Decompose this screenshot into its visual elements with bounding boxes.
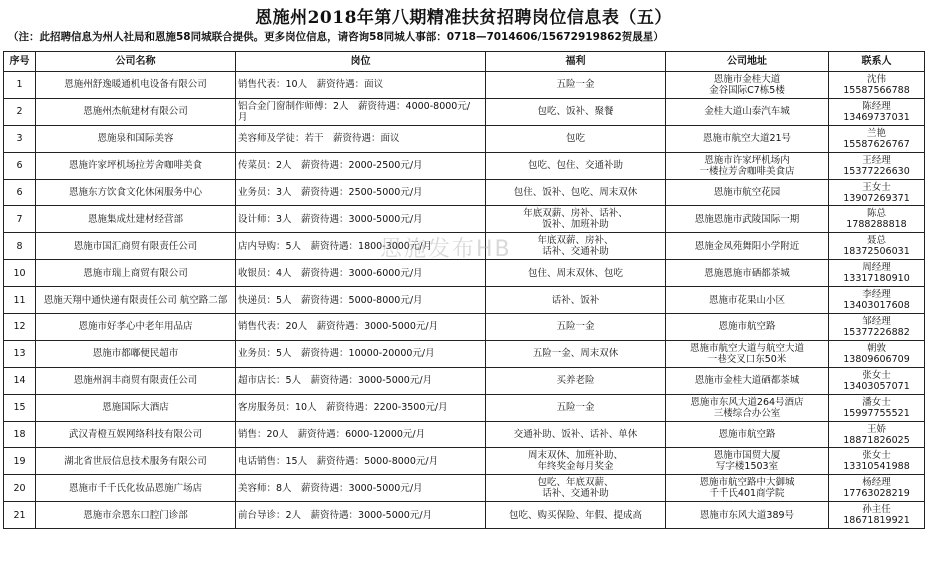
company-address: 恩施市航空大道与航空大道 一巷交叉口东50米 xyxy=(666,340,829,367)
benefits: 交通补助、饭补、话补、单休 xyxy=(486,421,666,448)
company-name: 恩施集成灶建材经营部 xyxy=(36,206,236,233)
company-name: 湖北省世辰信息技术服务有限公司 xyxy=(36,448,236,475)
contact-person: 周经理 13317180910 xyxy=(829,260,925,287)
source-note: （注：此招聘信息为州人社局和恩施58同城联合提供。更多岗位信息，请咨询58同城人事部：0718—7014606/15672919862贺晟星） xyxy=(8,31,664,43)
company-address: 金桂大道山泰汽车城 xyxy=(666,98,829,125)
company-address: 恩施市东风大道389号 xyxy=(666,502,829,529)
benefits: 包吃、年底双薪、 话补、交通补助 xyxy=(486,475,666,502)
table-row xyxy=(4,233,925,260)
row-number: 11 xyxy=(4,287,36,314)
position-info: 收银员：4人 薪资待遇：3000-6000元/月 xyxy=(236,260,486,287)
company-address: 恩施市航空大道21号 xyxy=(666,125,829,152)
benefits: 年底双薪、房补、 话补、交通补助 xyxy=(486,233,666,260)
table-row xyxy=(4,206,925,233)
benefits: 年底双薪、房补、话补、 饭补、加班补助 xyxy=(486,206,666,233)
benefits: 包住、饭补、包吃、周末双休 xyxy=(486,179,666,206)
row-number: 12 xyxy=(4,314,36,341)
benefits: 包住、周末双休、包吃 xyxy=(486,260,666,287)
company-name: 恩施市千千氏化妆品恩施广场店 xyxy=(36,475,236,502)
company-address: 恩施市航空路中大御城 千千氏401商学院 xyxy=(666,475,829,502)
company-address: 恩施市航空路 xyxy=(666,314,829,341)
row-number: 19 xyxy=(4,448,36,475)
position-info: 电话销售：15人 薪资待遇：5000-8000元/月 xyxy=(236,448,486,475)
table-row xyxy=(4,475,925,502)
contact-person: 王娇 18871826025 xyxy=(829,421,925,448)
contact-person: 兰艳 15587626767 xyxy=(829,125,925,152)
table-row xyxy=(4,314,925,341)
company-address: 恩施恩施市硒都茶城 xyxy=(666,260,829,287)
jobs-table xyxy=(3,51,925,529)
contact-person: 王女士 13907269371 xyxy=(829,179,925,206)
contact-person: 李经理 13403017608 xyxy=(829,287,925,314)
company-name: 恩施州杰航建材有限公司 xyxy=(36,98,236,125)
position-info: 销售代表：10人 薪资待遇：面议 xyxy=(236,72,486,99)
row-number: 13 xyxy=(4,340,36,367)
header-company: 公司名称 xyxy=(36,52,236,72)
contact-person: 邹经理 15377226882 xyxy=(829,314,925,341)
company-name: 恩施市佘恩东口腔门诊部 xyxy=(36,502,236,529)
table-row xyxy=(4,448,925,475)
contact-person: 陈总 1788288818 xyxy=(829,206,925,233)
company-address: 恩施市许家坪机场内 一楼拉芳舍咖啡美食店 xyxy=(666,152,829,179)
company-address: 恩施市航空路 xyxy=(666,421,829,448)
company-address: 恩施市东风大道264号酒店 三楼综合办公室 xyxy=(666,394,829,421)
position-info: 客房服务员：10人 薪资待遇：2200-3500元/月 xyxy=(236,394,486,421)
table-row xyxy=(4,125,925,152)
position-info: 美容师：8人 薪资待遇：3000-5000元/月 xyxy=(236,475,486,502)
header-contact: 联系人 xyxy=(829,52,925,72)
benefits: 买养老险 xyxy=(486,367,666,394)
company-name: 恩施州润丰商贸有限责任公司 xyxy=(36,367,236,394)
company-name: 恩施市瑞上商贸有限公司 xyxy=(36,260,236,287)
position-info: 铝合金门窗制作师傅：2人 薪资待遇：4000-8000元/ 月 xyxy=(236,98,486,125)
table-row xyxy=(4,287,925,314)
benefits: 话补、饭补 xyxy=(486,287,666,314)
position-info: 店内导购：5人 薪资待遇：1800-3000元/月 xyxy=(236,233,486,260)
position-info: 业务员：3人 薪资待遇：2500-5000元/月 xyxy=(236,179,486,206)
row-number: 20 xyxy=(4,475,36,502)
contact-person: 朝敦 13809606709 xyxy=(829,340,925,367)
table-row xyxy=(4,340,925,367)
company-name: 恩施市好孝心中老年用品店 xyxy=(36,314,236,341)
table-row xyxy=(4,98,925,125)
contact-person: 张女士 13310541988 xyxy=(829,448,925,475)
company-address: 恩施市花果山小区 xyxy=(666,287,829,314)
header-address: 公司地址 xyxy=(666,52,829,72)
contact-person: 潘女士 15997755521 xyxy=(829,394,925,421)
company-name: 恩施泉和国际美容 xyxy=(36,125,236,152)
company-name: 恩施东方饮食文化休闲服务中心 xyxy=(36,179,236,206)
row-number: 7 xyxy=(4,206,36,233)
row-number: 15 xyxy=(4,394,36,421)
benefits: 五险一金 xyxy=(486,72,666,99)
row-number: 6 xyxy=(4,152,36,179)
company-address: 恩施市国贸大厦 写字楼1503室 xyxy=(666,448,829,475)
position-info: 传菜员：2人 薪资待遇：2000-2500元/月 xyxy=(236,152,486,179)
company-address: 恩施市金桂大道硒都茶城 xyxy=(666,367,829,394)
row-number: 10 xyxy=(4,260,36,287)
position-info: 销售：20人 薪资待遇：6000-12000元/月 xyxy=(236,421,486,448)
row-number: 18 xyxy=(4,421,36,448)
row-number: 21 xyxy=(4,502,36,529)
header-no: 序号 xyxy=(4,52,36,72)
company-name: 恩施许家坪机场拉芳舍咖啡美食 xyxy=(36,152,236,179)
table-row xyxy=(4,394,925,421)
position-info: 业务员：5人 薪资待遇：10000-20000元/月 xyxy=(236,340,486,367)
table-row xyxy=(4,179,925,206)
benefits: 包吃、包住、交通补助 xyxy=(486,152,666,179)
table-row xyxy=(4,260,925,287)
contact-person: 王经理 15377226630 xyxy=(829,152,925,179)
row-number: 8 xyxy=(4,233,36,260)
contact-person: 沈伟 15587566788 xyxy=(829,72,925,99)
company-address: 恩施金凤苑舞阳小学附近 xyxy=(666,233,829,260)
company-name: 恩施州舒逸暖通机电设备有限公司 xyxy=(36,72,236,99)
company-name: 恩施天翔中通快递有限责任公司 航空路二部 xyxy=(36,287,236,314)
table-row xyxy=(4,72,925,99)
company-address: 恩施市航空花园 xyxy=(666,179,829,206)
benefits: 包吃、购买保险、年假、提成高 xyxy=(486,502,666,529)
benefits: 周末双休、加班补助、 年终奖金每月奖金 xyxy=(486,448,666,475)
row-number: 14 xyxy=(4,367,36,394)
watermark-text: 恩施发布HB xyxy=(380,237,512,262)
contact-person: 孙主任 18671819921 xyxy=(829,502,925,529)
table-row xyxy=(4,152,925,179)
header-position: 岗位 xyxy=(236,52,486,72)
company-address: 恩施恩施市武陵国际一期 xyxy=(666,206,829,233)
company-name: 恩施市都嘟便民超市 xyxy=(36,340,236,367)
benefits: 五险一金、周末双休 xyxy=(486,340,666,367)
header-benefits: 福利 xyxy=(486,52,666,72)
contact-person: 聂总 18372506031 xyxy=(829,233,925,260)
position-info: 前台导诊：2人 薪资待遇：3000-5000元/月 xyxy=(236,502,486,529)
benefits: 包吃、饭补、聚餐 xyxy=(486,98,666,125)
position-info: 销售代表：20人 薪资待遇：3000-5000元/月 xyxy=(236,314,486,341)
contact-person: 陈经理 13469737031 xyxy=(829,98,925,125)
position-info: 设计师：3人 薪资待遇：3000-5000元/月 xyxy=(236,206,486,233)
row-number: 2 xyxy=(4,98,36,125)
benefits: 包吃 xyxy=(486,125,666,152)
company-name: 武汉青橙互娱网络科技有限公司 xyxy=(36,421,236,448)
benefits: 五险一金 xyxy=(486,394,666,421)
row-number: 1 xyxy=(4,72,36,99)
position-info: 超市店长：5人 薪资待遇：3000-5000元/月 xyxy=(236,367,486,394)
table-header-row xyxy=(4,52,925,72)
contact-person: 张女士 13403057071 xyxy=(829,367,925,394)
position-info: 美容师及学徒：若干 薪资待遇：面议 xyxy=(236,125,486,152)
company-name: 恩施市国汇商贸有限责任公司 xyxy=(36,233,236,260)
table-row xyxy=(4,502,925,529)
benefits: 五险一金 xyxy=(486,314,666,341)
position-info: 快递员：5人 薪资待遇：5000-8000元/月 xyxy=(236,287,486,314)
table-row xyxy=(4,367,925,394)
company-name: 恩施国际大酒店 xyxy=(36,394,236,421)
page-title: 恩施州2018年第八期精准扶贫招聘岗位信息表（五） xyxy=(255,8,672,28)
row-number: 3 xyxy=(4,125,36,152)
table-row xyxy=(4,421,925,448)
contact-person: 杨经理 17763028219 xyxy=(829,475,925,502)
row-number: 6 xyxy=(4,179,36,206)
company-address: 恩施市金桂大道 金谷国际C7栋5楼 xyxy=(666,72,829,99)
